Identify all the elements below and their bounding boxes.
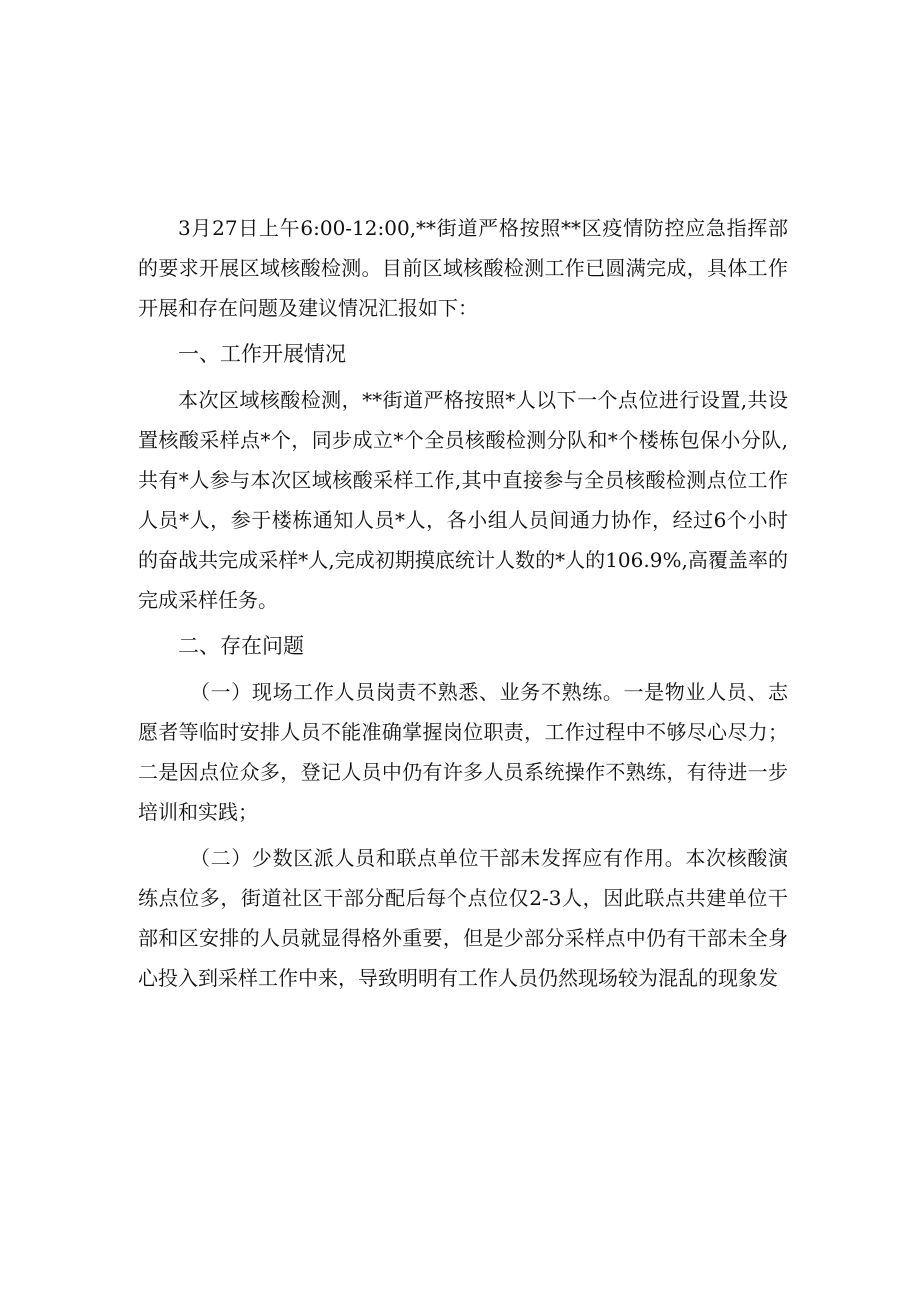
work-progress-paragraph: 本次区域核酸检测，**街道严格按照*人以下一个点位进行设置,共设置核酸采样点*个，同步成立*个全员核酸检测分队和*个楼栋包保小分队,共有*人参与本次区域核酸采样工作,其中直接参与全员核酸检测点位工作人员*人，参于楼栋通知人员*人，各小组人员间通力协作，经过6个小时的奋战共完成采样*人,完成初期摸底统计人数的*人的106.9%,高覆盖率的完成采样任务。: [138, 388, 788, 612]
document-body: [138, 208, 788, 1004]
intro-paragraph: 3月27日上午6:00-12:00,**街道严格按照**区疫情防控应急指挥部的要求开展区域核酸检测。目前区域核酸检测工作已圆满完成，具体工作开展和存在问题及建议情况汇报如下：: [138, 216, 788, 320]
section-heading-problems: 二、存在问题: [178, 634, 304, 658]
problem-paragraph-1: （一）现场工作人员岗责不熟悉、业务不熟练。一是物业人员、志愿者等临时安排人员不能准确掌握岗位职责，工作过程中不够尽心尽力；二是因点位众多，登记人员中仍有许多人员系统操作不熟练，有待进一步培训和实践；: [138, 680, 788, 824]
problem-paragraph-2: （二）少数区派人员和联点单位干部未发挥应有作用。本次核酸演练点位多，街道社区干部分配后每个点位仅2-3人，因此联点共建单位干部和区安排的人员就显得格外重要，但是少部分采样点中仍有干部未全身心投入到采样工作中来，导致明明有工作人员仍然现场较为混乱的现象发: [138, 846, 788, 990]
section-heading-work-progress: 一、工作开展情况: [178, 342, 346, 366]
